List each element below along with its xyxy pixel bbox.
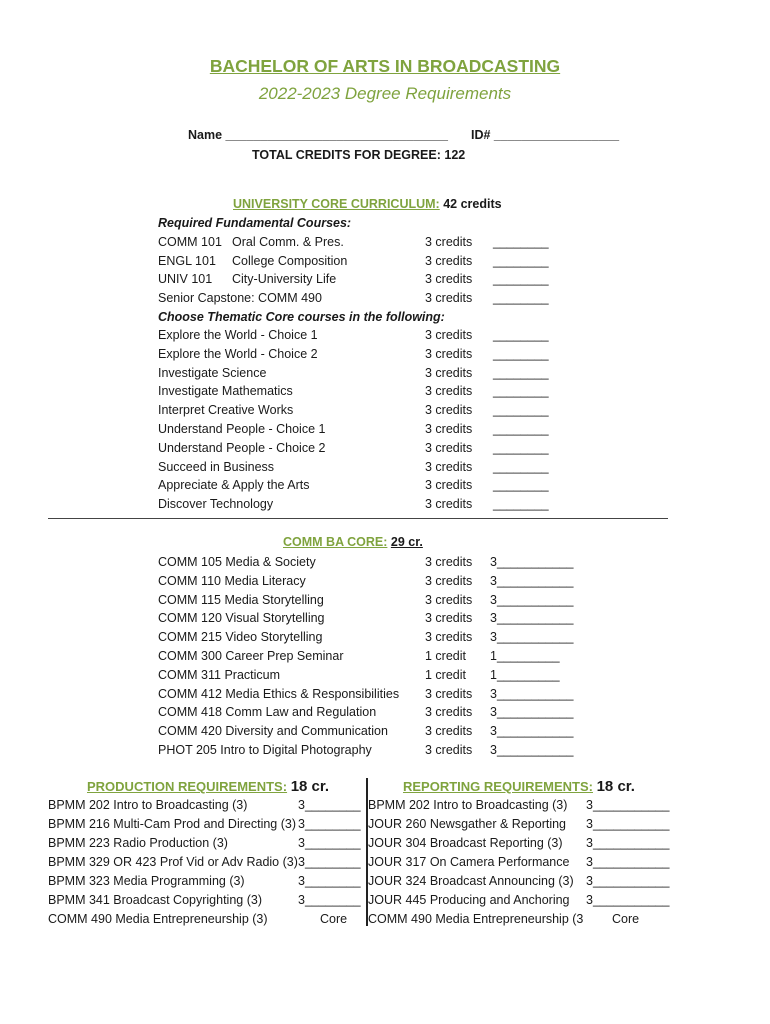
course-blank[interactable]: ________: [493, 478, 549, 493]
page-title: BACHELOR OF ARTS IN BROADCASTING: [209, 56, 561, 76]
course-credits: 3 credits: [425, 253, 473, 268]
thematic-row: [0, 495, 770, 514]
course-blank[interactable]: ________: [493, 235, 549, 249]
capstone-credits: 3 credits: [425, 291, 473, 305]
course-name: COMM 311 Practicum: [158, 667, 281, 682]
course-row: [0, 270, 770, 289]
id-field[interactable]: ID# __________________: [471, 128, 620, 142]
course-blank[interactable]: 1_________: [490, 667, 560, 682]
course-blank[interactable]: 3___________: [490, 724, 574, 739]
production-row: [48, 796, 366, 815]
thematic-row: [0, 345, 770, 364]
course-name: JOUR 324 Broadcast Announcing (3): [368, 874, 574, 888]
course-blank[interactable]: ________: [493, 328, 549, 342]
core-heading-label: UNIVERSITY CORE CURRICULUM:: [233, 197, 440, 211]
core-heading: [233, 197, 502, 211]
core-heading-credits: 42 credits: [443, 197, 502, 211]
thematic-row: [0, 420, 770, 439]
course-name: City-University Life: [232, 272, 337, 287]
total-credits: TOTAL CREDITS FOR DEGREE: 122: [252, 148, 466, 162]
course-blank[interactable]: 3___________: [586, 855, 670, 869]
course-code: COMM 101: [158, 235, 222, 249]
course-credits: 3 credits: [425, 630, 473, 645]
course-blank[interactable]: 3___________: [586, 798, 670, 812]
reporting-heading-label: REPORTING REQUIREMENTS:: [403, 779, 593, 794]
ba-course-row: [0, 741, 770, 760]
required-label: Required Fundamental Courses:: [158, 216, 352, 230]
course-blank[interactable]: ________: [493, 459, 549, 474]
course-blank[interactable]: ________: [493, 253, 549, 268]
course-credits: 3 credits: [425, 440, 473, 455]
course-name: Oral Comm. & Pres.: [232, 235, 344, 249]
course-blank[interactable]: 3___________: [586, 874, 670, 888]
thematic-row: [0, 326, 770, 345]
course-name: BPMM 202 Intro to Broadcasting (3): [48, 798, 248, 812]
course-credits: 3 credits: [425, 365, 473, 380]
course-name: Investigate Science: [158, 365, 267, 380]
course-blank[interactable]: 3________: [298, 798, 361, 812]
course-name: Succeed in Business: [158, 459, 275, 474]
course-credits: 3 credits: [425, 705, 473, 720]
course-blank[interactable]: 3___________: [586, 893, 670, 907]
course-name: COMM 300 Career Prep Seminar: [158, 649, 344, 663]
course-credits: 3 credits: [425, 555, 473, 569]
reporting-heading: [403, 778, 635, 795]
ba-core-heading-label: COMM BA CORE:: [283, 535, 388, 549]
course-blank[interactable]: 1_________: [490, 649, 560, 663]
course-blank[interactable]: 3________: [298, 893, 361, 907]
course-blank[interactable]: 3________: [298, 836, 361, 850]
course-name: COMM 490 Media Entrepreneurship (3): [48, 912, 268, 926]
course-credits: 3 credits: [425, 422, 473, 436]
course-name: BPMM 202 Intro to Broadcasting (3): [368, 798, 568, 812]
course-blank: Core: [612, 912, 640, 926]
course-blank[interactable]: ________: [493, 403, 549, 418]
production-row: [48, 872, 366, 891]
course-blank[interactable]: 3___________: [490, 611, 574, 626]
course-blank[interactable]: ________: [493, 497, 549, 512]
course-blank[interactable]: 3___________: [490, 573, 574, 588]
course-name: Investigate Mathematics: [158, 384, 293, 399]
production-row: [48, 910, 366, 929]
course-credits: 1 credit: [425, 649, 466, 663]
ba-course-row: [0, 666, 770, 685]
course-blank[interactable]: 3___________: [490, 592, 574, 607]
course-credits: 3 credits: [425, 611, 473, 626]
production-row: [48, 834, 366, 853]
ba-course-row: [0, 553, 770, 572]
course-name: BPMM 323 Media Programming (3): [48, 874, 245, 888]
thematic-row: [0, 439, 770, 458]
reporting-row: [368, 872, 688, 891]
course-name: Appreciate & Apply the Arts: [158, 478, 310, 493]
course-name: COMM 412 Media Ethics & Responsibilities: [158, 686, 400, 701]
course-name: COMM 120 Visual Storytelling: [158, 611, 325, 626]
course-blank[interactable]: ________: [493, 440, 549, 455]
ba-course-row: [0, 647, 770, 666]
course-row: [0, 233, 770, 252]
course-credits: 3 credits: [425, 497, 473, 512]
course-credits: 3 credits: [425, 592, 473, 607]
capstone-row: [0, 289, 770, 308]
course-blank[interactable]: ________: [493, 365, 549, 380]
thematic-row: [0, 401, 770, 420]
reporting-row: [368, 891, 688, 910]
course-credits: 3 credits: [425, 743, 473, 757]
course-blank: Core: [320, 912, 348, 926]
course-credits: 3 credits: [425, 403, 473, 418]
thematic-row: [0, 458, 770, 477]
course-name: BPMM 329 OR 423 Prof Vid or Adv Radio (3): [48, 855, 298, 869]
course-credits: 3 credits: [425, 272, 473, 287]
capstone-name: Senior Capstone: COMM 490: [158, 291, 322, 305]
course-blank[interactable]: 3___________: [490, 630, 574, 645]
course-name: JOUR 317 On Camera Performance: [368, 855, 570, 869]
ba-course-row: [0, 591, 770, 610]
course-name: BPMM 223 Radio Production (3): [48, 836, 228, 850]
course-name: JOUR 445 Producing and Anchoring: [368, 893, 570, 907]
course-credits: 3 credits: [425, 573, 473, 588]
production-heading: [87, 778, 329, 795]
course-name: COMM 105 Media & Society: [158, 555, 316, 569]
course-credits: 3 credits: [425, 478, 473, 493]
reporting-row: [368, 853, 688, 872]
course-name: PHOT 205 Intro to Digital Photography: [158, 743, 372, 757]
thematic-label: Choose Thematic Core courses in the following:: [158, 310, 445, 324]
reporting-row: [368, 815, 688, 834]
course-blank[interactable]: 3___________: [586, 836, 670, 850]
course-name: COMM 420 Diversity and Communication: [158, 724, 388, 739]
course-credits: 3 credits: [425, 459, 473, 474]
course-name: JOUR 260 Newsgather & Reporting: [368, 817, 567, 831]
course-name: Explore the World - Choice 2: [158, 346, 318, 361]
course-name: BPMM 341 Broadcast Copyrighting (3): [48, 893, 262, 907]
course-code: ENGL 101: [158, 253, 216, 268]
course-blank[interactable]: ________: [493, 422, 549, 436]
reporting-row: [368, 834, 688, 853]
course-name: COMM 115 Media Storytelling: [158, 592, 324, 607]
course-blank[interactable]: 3___________: [586, 817, 670, 831]
production-row: [48, 853, 366, 872]
reporting-row: [368, 796, 688, 815]
thematic-row: [0, 382, 770, 401]
course-blank[interactable]: 3___________: [490, 686, 574, 701]
production-heading-credits: 18 cr.: [290, 778, 330, 795]
course-row: [0, 252, 770, 271]
course-credits: 3 credits: [425, 346, 473, 361]
course-blank[interactable]: 3___________: [490, 743, 574, 757]
ba-core-heading: [283, 535, 423, 549]
thematic-row: [0, 476, 770, 495]
course-blank[interactable]: ________: [493, 346, 549, 361]
ba-course-row: [0, 628, 770, 647]
course-name: Interpret Creative Works: [158, 403, 294, 418]
course-name: Explore the World - Choice 1: [158, 328, 318, 342]
course-name: JOUR 304 Broadcast Reporting (3): [368, 836, 563, 850]
course-credits: 3 credits: [425, 235, 473, 249]
course-name: BPMM 216 Multi-Cam Prod and Directing (3): [48, 817, 296, 831]
course-blank[interactable]: ________: [493, 272, 549, 287]
reporting-row: [368, 910, 688, 929]
course-name: COMM 110 Media Literacy: [158, 573, 306, 588]
course-name: COMM 418 Comm Law and Regulation: [158, 705, 377, 720]
ba-core-heading-credits: 29 cr.: [390, 535, 423, 549]
production-row: [48, 815, 366, 834]
course-name: COMM 215 Video Storytelling: [158, 630, 323, 645]
reporting-heading-credits: 18 cr.: [596, 778, 635, 795]
course-blank[interactable]: 3___________: [490, 555, 574, 569]
course-name: Understand People - Choice 1: [158, 422, 326, 436]
ba-course-row: [0, 703, 770, 722]
production-heading-label: PRODUCTION REQUIREMENTS:: [87, 779, 288, 794]
thematic-row: [0, 364, 770, 383]
course-blank[interactable]: 3________: [298, 874, 361, 888]
course-credits: 3 credits: [425, 328, 473, 342]
page-subtitle: 2022-2023 Degree Requirements: [258, 84, 512, 103]
ba-course-row: [0, 572, 770, 591]
production-row: [48, 891, 366, 910]
course-code: UNIV 101: [158, 272, 213, 287]
section-divider: [48, 518, 668, 519]
course-credits: 3 credits: [425, 384, 473, 399]
name-field[interactable]: Name ________________________________: [188, 128, 448, 142]
course-credits: 1 credit: [425, 667, 466, 682]
course-blank[interactable]: 3________: [298, 855, 361, 869]
course-blank[interactable]: 3________: [298, 817, 361, 831]
course-credits: 3 credits: [425, 686, 473, 701]
capstone-blank[interactable]: ________: [493, 291, 549, 305]
course-blank[interactable]: 3___________: [490, 705, 574, 720]
course-credits: 3 credits: [425, 724, 473, 739]
course-name: College Composition: [232, 253, 348, 268]
ba-course-row: [0, 685, 770, 704]
ba-course-row: [0, 609, 770, 628]
ba-course-row: [0, 722, 770, 741]
course-blank[interactable]: ________: [493, 384, 549, 399]
course-name: Discover Technology: [158, 497, 274, 512]
course-name: COMM 490 Media Entrepreneurship (3: [368, 912, 584, 926]
course-name: Understand People - Choice 2: [158, 440, 326, 455]
